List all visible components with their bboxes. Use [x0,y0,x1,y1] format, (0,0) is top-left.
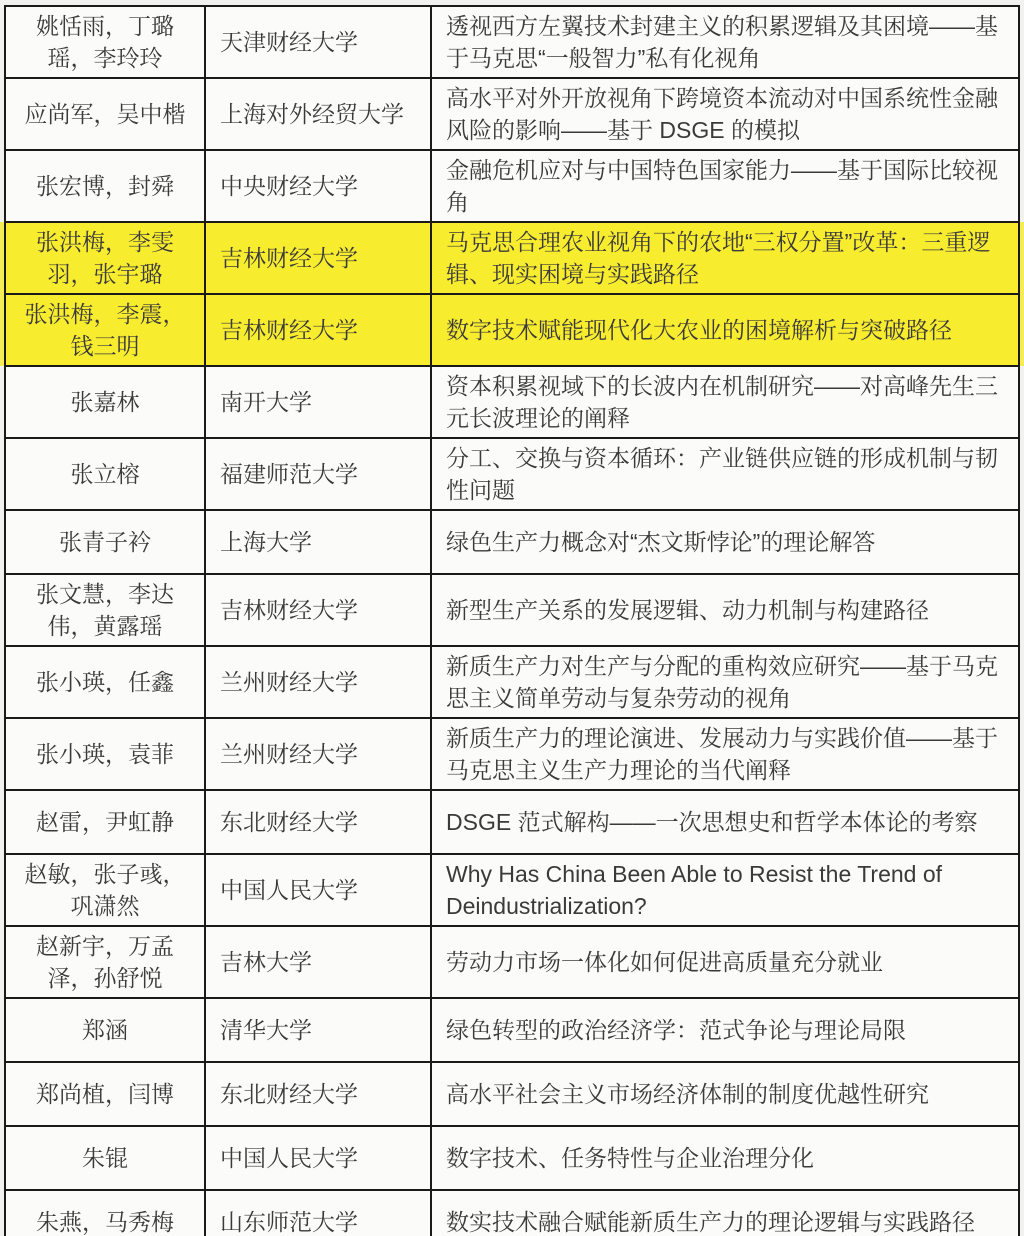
authors-cell: 张小瑛，袁菲 [5,718,205,790]
university-cell: 中国人民大学 [205,854,431,926]
title-cell: 马克思合理农业视角下的农地“三权分置”改革：三重逻辑、现实困境与实践路径 [431,222,1019,294]
title-cell: 数字技术赋能现代化大农业的困境解析与突破路径 [431,294,1019,366]
authors-cell: 姚恬雨，丁璐瑶，李玲玲 [5,6,205,78]
university-cell: 中国人民大学 [205,1126,431,1190]
title-cell: 高水平对外开放视角下跨境资本流动对中国系统性金融风险的影响——基于 DSGE 的模拟 [431,78,1019,150]
table-row [5,1062,1019,1126]
university-cell: 吉林财经大学 [205,294,431,366]
title-cell: 新质生产力的理论演进、发展动力与实践价值——基于马克思主义生产力理论的当代阐释 [431,718,1019,790]
authors-cell: 赵雷，尹虹静 [5,790,205,854]
title-cell: 高水平社会主义市场经济体制的制度优越性研究 [431,1062,1019,1126]
paper-table [4,5,1020,1236]
authors-cell: 赵新宇，万孟泽，孙舒悦 [5,926,205,998]
table-row [5,718,1019,790]
table-row [5,78,1019,150]
table-row [5,6,1019,78]
authors-cell: 张嘉林 [5,366,205,438]
table-row [5,854,1019,926]
university-cell: 上海大学 [205,510,431,574]
authors-cell: 张青子衿 [5,510,205,574]
authors-cell: 朱锟 [5,1126,205,1190]
table-row [5,926,1019,998]
university-cell: 南开大学 [205,366,431,438]
title-cell: 劳动力市场一体化如何促进高质量充分就业 [431,926,1019,998]
title-cell: 绿色生产力概念对“杰文斯悖论”的理论解答 [431,510,1019,574]
authors-cell: 张洪梅，李震，钱三明 [5,294,205,366]
title-cell: DSGE 范式解构——一次思想史和哲学本体论的考察 [431,790,1019,854]
university-cell: 吉林大学 [205,926,431,998]
university-cell: 东北财经大学 [205,790,431,854]
title-cell: 数字技术、任务特性与企业治理分化 [431,1126,1019,1190]
table-row [5,294,1019,366]
authors-cell: 张小瑛，任鑫 [5,646,205,718]
university-cell: 吉林财经大学 [205,222,431,294]
table-row [5,998,1019,1062]
university-cell: 中央财经大学 [205,150,431,222]
title-cell: 分工、交换与资本循环：产业链供应链的形成机制与韧性问题 [431,438,1019,510]
authors-cell: 郑尚植，闫博 [5,1062,205,1126]
university-cell: 上海对外经贸大学 [205,78,431,150]
paper-table-body [5,6,1019,1236]
title-cell: 资本积累视域下的长波内在机制研究——对高峰先生三元长波理论的阐释 [431,366,1019,438]
authors-cell: 郑涵 [5,998,205,1062]
table-row [5,222,1019,294]
table-row [5,1190,1019,1236]
university-cell: 东北财经大学 [205,1062,431,1126]
table-row [5,790,1019,854]
title-cell: 绿色转型的政治经济学：范式争论与理论局限 [431,998,1019,1062]
authors-cell: 赵敏，张子彧，巩潇然 [5,854,205,926]
authors-cell: 张洪梅，李雯羽，张宇璐 [5,222,205,294]
title-cell: 透视西方左翼技术封建主义的积累逻辑及其困境——基于马克思“一般智力”私有化视角 [431,6,1019,78]
university-cell: 吉林财经大学 [205,574,431,646]
authors-cell: 张文慧，李达伟，黄露瑶 [5,574,205,646]
table-row [5,366,1019,438]
authors-cell: 应尚军，吴中楷 [5,78,205,150]
university-cell: 清华大学 [205,998,431,1062]
authors-cell: 张立榕 [5,438,205,510]
university-cell: 天津财经大学 [205,6,431,78]
table-row [5,150,1019,222]
authors-cell: 朱燕，马秀梅 [5,1190,205,1236]
authors-cell: 张宏博，封舜 [5,150,205,222]
title-cell: 金融危机应对与中国特色国家能力——基于国际比较视角 [431,150,1019,222]
university-cell: 兰州财经大学 [205,646,431,718]
title-cell: 数实技术融合赋能新质生产力的理论逻辑与实践路径 [431,1190,1019,1236]
table-row [5,438,1019,510]
university-cell: 山东师范大学 [205,1190,431,1236]
university-cell: 兰州财经大学 [205,718,431,790]
university-cell: 福建师范大学 [205,438,431,510]
table-row [5,646,1019,718]
title-cell: Why Has China Been Able to Resist the Trend of Deindustrialization? [431,854,1019,926]
table-row [5,574,1019,646]
title-cell: 新型生产关系的发展逻辑、动力机制与构建路径 [431,574,1019,646]
table-row [5,1126,1019,1190]
table-row [5,510,1019,574]
title-cell: 新质生产力对生产与分配的重构效应研究——基于马克思主义简单劳动与复杂劳动的视角 [431,646,1019,718]
